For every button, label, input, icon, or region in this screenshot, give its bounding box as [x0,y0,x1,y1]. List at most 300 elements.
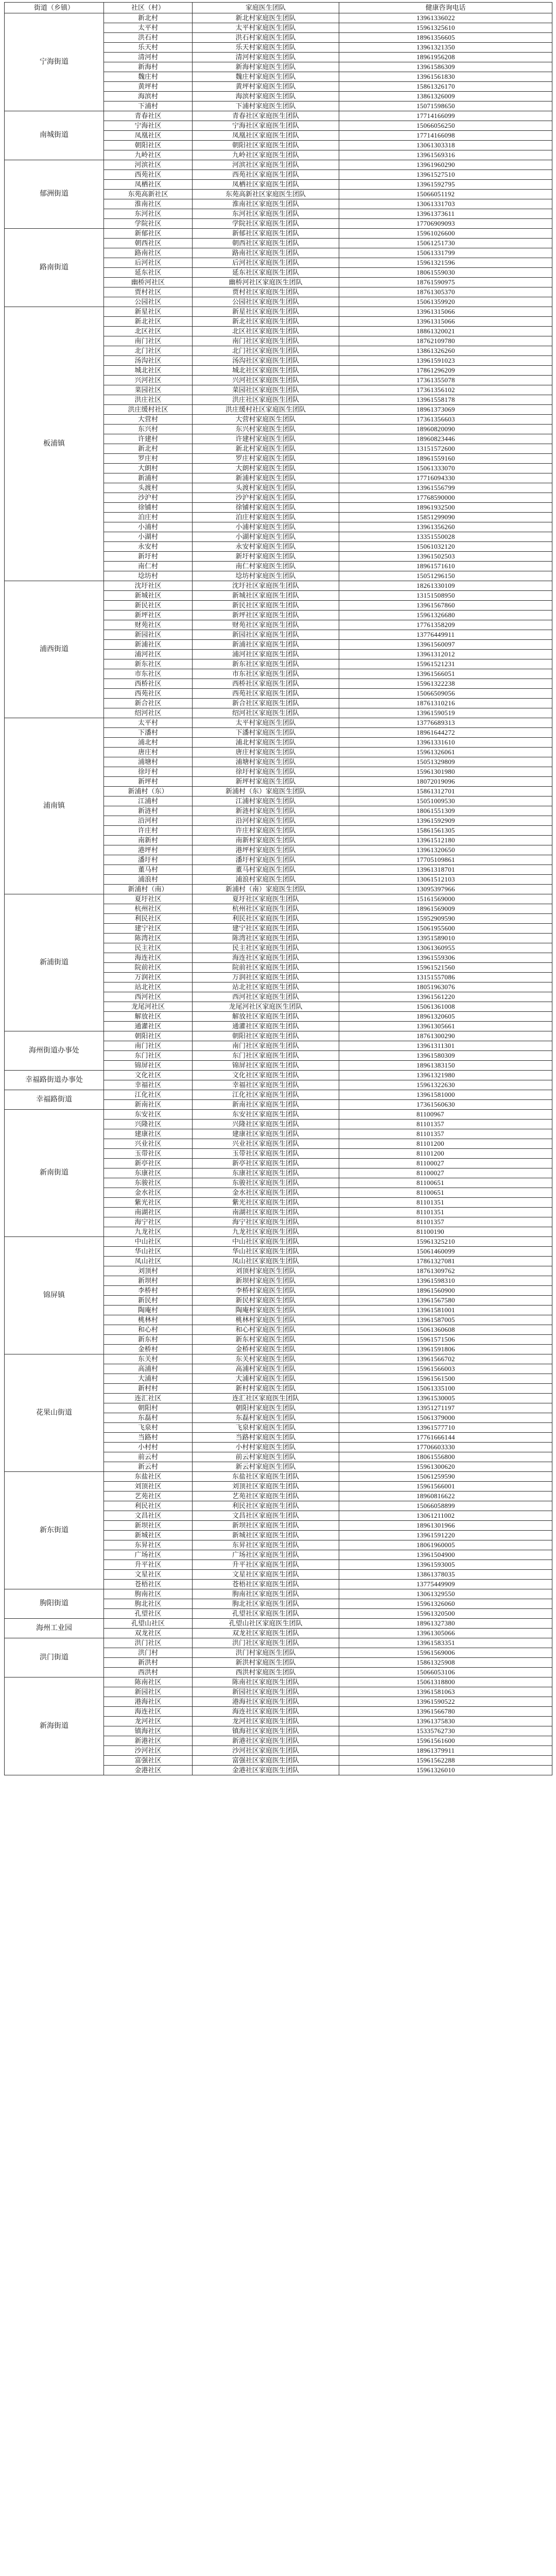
phone-cell: 13961567580 [339,1296,552,1306]
team-cell: 公园社区家庭医生团队 [193,297,339,307]
community-cell: 新民社区 [104,601,193,611]
phone-cell: 15861325908 [339,1658,552,1668]
team-cell: 东骏社区家庭医生团队 [193,1178,339,1188]
phone-cell: 13351550028 [339,532,552,542]
community-cell: 新坪村 [104,777,193,787]
phone-cell: 13961960290 [339,160,552,170]
team-cell: 广场社区家庭医生团队 [193,1550,339,1560]
community-cell: 新海村 [104,62,193,72]
phone-cell: 17714166098 [339,131,552,141]
table-row [5,307,552,317]
phone-cell: 81101357 [339,1217,552,1227]
town-cell: 新南街道 [5,1110,104,1237]
town-cell: 花果山街道 [5,1354,104,1472]
phone-cell: 13961504900 [339,1550,552,1560]
table-body [5,13,552,1775]
phone-cell: 15961521231 [339,659,552,669]
community-cell: 公园社区 [104,297,193,307]
team-cell: 洪庄缓村社区家庭医生团队 [193,405,339,415]
community-cell: 龙河社区 [104,1717,193,1726]
community-cell: 新坝村 [104,1276,193,1286]
phone-cell: 17361355078 [339,376,552,385]
community-cell: 太平村 [104,718,193,728]
phone-cell: 17714166099 [339,111,552,121]
community-cell: 西洪村 [104,1668,193,1677]
community-cell: 浦北村 [104,738,193,748]
phone-cell: 13961375830 [339,1717,552,1726]
phone-cell: 15961322630 [339,1080,552,1090]
community-cell: 新南社区 [104,1100,193,1110]
phone-cell: 18961383150 [339,1061,552,1071]
phone-cell: 13961318701 [339,865,552,875]
community-cell: 新园社区 [104,630,193,640]
team-cell: 洪石村家庭医生团队 [193,33,339,43]
community-cell: 学院社区 [104,219,193,229]
phone-cell: 13961561830 [339,72,552,82]
phone-cell: 13151557086 [339,973,552,982]
team-cell: 九岭社区家庭医生团队 [193,150,339,160]
community-cell: 新郁社区 [104,229,193,239]
team-cell: 小湖村家庭医生团队 [193,532,339,542]
team-cell: 通灌社区家庭医生团队 [193,1022,339,1031]
team-cell: 飞泉村家庭医生团队 [193,1423,339,1433]
phone-cell: 17716094330 [339,473,552,483]
community-cell: 海连社区 [104,953,193,963]
community-cell: 陈南社区 [104,1677,193,1687]
community-cell: 海宁社区 [104,1217,193,1227]
team-cell: 汤沟社区家庭医生团队 [193,356,339,366]
town-cell: 洪门街道 [5,1638,104,1677]
phone-cell: 81101200 [339,1139,552,1149]
header-phone: 健康咨询电话 [339,3,552,13]
community-cell: 兴隆社区 [104,1120,193,1129]
team-cell: 龙尾河社区家庭医生团队 [193,1002,339,1012]
community-cell: 董马村 [104,865,193,875]
phone-cell: 18061559030 [339,268,552,278]
phone-cell: 18961320605 [339,1012,552,1022]
phone-cell: 13961577710 [339,1423,552,1433]
community-cell: 新北社区 [104,317,193,327]
community-cell: 镇海社区 [104,1726,193,1736]
phone-cell: 18261330109 [339,581,552,591]
community-cell: 陈湾社区 [104,934,193,943]
phone-cell: 15861312701 [339,787,552,796]
phone-cell: 15861326170 [339,82,552,92]
team-cell: 艺苑社区家庭医生团队 [193,1492,339,1501]
phone-cell: 18960816622 [339,1492,552,1501]
team-cell: 沙沪村家庭医生团队 [193,493,339,503]
phone-cell: 17706909093 [339,219,552,229]
phone-cell: 13151572600 [339,444,552,454]
community-cell: 东兴村 [104,425,193,434]
phone-cell: 18961301966 [339,1521,552,1531]
community-cell: 新云村 [104,1462,193,1472]
team-cell: 永安村家庭医生团队 [193,542,339,552]
community-cell: 南湖社区 [104,1208,193,1217]
team-cell: 西河社区家庭医生团队 [193,992,339,1002]
team-cell: 新浦村（南）家庭医生团队 [193,885,339,894]
community-cell: 新城社区 [104,1531,193,1540]
team-cell: 罗庄村家庭医生团队 [193,454,339,464]
phone-cell: 15051009530 [339,796,552,806]
phone-cell: 13961561220 [339,992,552,1002]
phone-cell: 13961560097 [339,640,552,650]
team-cell: 九龙社区家庭医生团队 [193,1227,339,1237]
community-cell: 沿河村 [104,816,193,826]
phone-cell: 15961300620 [339,1462,552,1472]
community-cell: 利民社区 [104,914,193,924]
phone-cell: 13961567860 [339,601,552,611]
team-cell: 泊庄村家庭医生团队 [193,513,339,522]
community-cell: 新港社区 [104,1736,193,1746]
team-cell: 洪门社区家庭医生团队 [193,1638,339,1648]
community-cell: 浦河社区 [104,650,193,659]
phone-cell: 15961562288 [339,1756,552,1766]
community-cell: 新民村 [104,1296,193,1306]
team-cell: 朝西社区家庭医生团队 [193,239,339,248]
community-cell: 洪门社区 [104,1638,193,1648]
team-cell: 太平村家庭医生团队 [193,718,339,728]
team-cell: 洪门村家庭医生团队 [193,1648,339,1658]
community-cell: 东磊村 [104,1413,193,1423]
phone-cell: 18961356605 [339,33,552,43]
team-cell: 菜园社区家庭医生团队 [193,385,339,395]
phone-cell: 13951271197 [339,1403,552,1413]
team-cell: 新园社区家庭医生团队 [193,1687,339,1697]
team-cell: 朝阳村家庭医生团队 [193,1403,339,1413]
phone-cell: 13776449911 [339,630,552,640]
team-cell: 夏圩社区家庭医生团队 [193,894,339,904]
phone-cell: 13961311301 [339,1041,552,1051]
community-cell: 新浦村（南） [104,885,193,894]
community-cell: 洪庄缓村社区 [104,405,193,415]
team-cell: 升平社区家庭医生团队 [193,1560,339,1570]
team-cell: 朝阳社区家庭医生团队 [193,1031,339,1041]
community-cell: 后河社区 [104,258,193,268]
community-cell: 新合社区 [104,699,193,708]
phone-cell: 17761358209 [339,620,552,630]
team-cell: 大营村家庭医生团队 [193,415,339,425]
community-cell: 魏庄村 [104,72,193,82]
community-cell: 青春社区 [104,111,193,121]
team-cell: 建康社区家庭医生团队 [193,1129,339,1139]
community-cell: 许庄村 [104,826,193,836]
team-cell: 新北村家庭医生团队 [193,444,339,454]
community-cell: 陶庵村 [104,1306,193,1315]
team-cell: 海宁社区家庭医生团队 [193,1217,339,1227]
team-cell: 下浦村家庭医生团队 [193,101,339,111]
team-cell: 新郁社区家庭医生团队 [193,229,339,239]
phone-cell: 15961322238 [339,679,552,689]
community-cell: 沈圩社区 [104,581,193,591]
community-cell: 金水社区 [104,1188,193,1198]
community-cell: 新坪社区 [104,611,193,620]
team-cell: 当路村家庭医生团队 [193,1433,339,1443]
community-cell: 富强社区 [104,1756,193,1766]
team-cell: 解放社区家庭医生团队 [193,1012,339,1022]
team-cell: 新北社区家庭医生团队 [193,317,339,327]
community-cell: 飞泉村 [104,1423,193,1433]
team-cell: 学院社区家庭医生团队 [193,219,339,229]
team-cell: 幸福社区家庭医生团队 [193,1080,339,1090]
team-cell: 南新村家庭医生团队 [193,836,339,845]
team-cell: 港海社区家庭医生团队 [193,1697,339,1707]
community-cell: 兴业社区 [104,1139,193,1149]
community-cell: 九龙社区 [104,1227,193,1237]
team-cell: 沙河社区家庭医生团队 [193,1746,339,1756]
phone-cell: 15961521560 [339,963,552,973]
phone-cell: 18761309762 [339,1266,552,1276]
phone-cell: 13961593005 [339,1560,552,1570]
phone-cell: 18961559160 [339,454,552,464]
phone-cell: 15051296150 [339,571,552,581]
header-town: 街道（乡镇） [5,3,104,13]
phone-cell: 18961932500 [339,503,552,513]
phone-cell: 15952909590 [339,914,552,924]
team-cell: 富强社区家庭医生团队 [193,1756,339,1766]
team-cell: 浦浪村家庭医生团队 [193,875,339,885]
community-cell: 淮南社区 [104,199,193,209]
community-cell: 新城社区 [104,591,193,601]
team-cell: 江化社区家庭医生团队 [193,1090,339,1100]
phone-cell: 81101357 [339,1129,552,1139]
team-cell: 东盐社区家庭医生团队 [193,1472,339,1482]
community-cell: 中山社区 [104,1237,193,1247]
team-cell: 新坪社区家庭医生团队 [193,611,339,620]
team-cell: 浦河社区家庭医生团队 [193,650,339,659]
team-cell: 大浦村家庭医生团队 [193,1374,339,1384]
team-cell: 沈圩社区家庭医生团队 [193,581,339,591]
team-cell: 沿河村家庭医生团队 [193,816,339,826]
community-cell: 大朗村 [104,464,193,473]
team-cell: 陈南社区家庭医生团队 [193,1677,339,1687]
phone-cell: 18960823446 [339,434,552,444]
community-cell: 新园社区 [104,1687,193,1697]
phone-cell: 18961373069 [339,405,552,415]
phone-cell: 15071598650 [339,101,552,111]
town-cell: 郁洲街道 [5,160,104,229]
community-cell: 头渡村 [104,483,193,493]
community-cell: 李桥村 [104,1286,193,1296]
team-cell: 陈湾社区家庭医生团队 [193,934,339,943]
phone-cell: 13961566051 [339,669,552,679]
team-cell: 新园社区家庭医生团队 [193,630,339,640]
team-cell: 新合社区家庭医生团队 [193,699,339,708]
phone-cell: 18761310216 [339,699,552,708]
team-cell: 新民社区家庭医生团队 [193,601,339,611]
community-cell: 幸福社区 [104,1080,193,1090]
community-cell: 朝阳村 [104,1403,193,1413]
community-cell: 朐南社区 [104,1589,193,1599]
community-cell: 民主社区 [104,943,193,953]
team-cell: 东河社区家庭医生团队 [193,209,339,219]
team-cell: 新城社区家庭医生团队 [193,1531,339,1540]
phone-cell: 13951589010 [339,934,552,943]
phone-cell: 18961379911 [339,1746,552,1756]
community-cell: 太平村 [104,23,193,33]
table-row [5,1619,552,1629]
community-cell: 朐北社区 [104,1599,193,1609]
phone-cell: 17761666144 [339,1433,552,1443]
team-cell: 许庄村家庭医生团队 [193,826,339,836]
team-cell: 金港社区家庭医生团队 [193,1766,339,1775]
phone-cell: 13061331703 [339,199,552,209]
community-cell: 金桥村 [104,1345,193,1354]
community-cell: 宁海社区 [104,121,193,131]
phone-cell: 13061360955 [339,943,552,953]
community-cell: 北门社区 [104,346,193,356]
phone-cell: 13061329550 [339,1589,552,1599]
community-cell: 小村村 [104,1443,193,1452]
phone-cell: 15061251730 [339,239,552,248]
phone-cell: 15061259590 [339,1472,552,1482]
team-cell: 兴隆社区家庭医生团队 [193,1120,339,1129]
phone-cell: 15051329809 [339,757,552,767]
team-cell: 浦北村家庭医生团队 [193,738,339,748]
phone-cell: 15066051192 [339,190,552,199]
phone-cell: 15061032120 [339,542,552,552]
community-cell: 当路村 [104,1433,193,1443]
town-cell: 浦西街道 [5,581,104,718]
community-cell: 南门社区 [104,1041,193,1051]
team-cell: 徐铺村家庭医生团队 [193,503,339,513]
community-cell: 文化社区 [104,1071,193,1080]
community-cell: 孔望社区 [104,1609,193,1619]
team-cell: 孔望山社区家庭医生团队 [193,1619,339,1629]
phone-cell: 15961326010 [339,1766,552,1775]
team-cell: 新村村家庭医生团队 [193,1384,339,1394]
community-cell: 夏圩社区 [104,894,193,904]
team-cell: 孔望社区家庭医生团队 [193,1609,339,1619]
community-cell: 潘圩村 [104,855,193,865]
team-cell: 乐天村家庭医生团队 [193,43,339,53]
team-cell: 兴业社区家庭医生团队 [193,1139,339,1149]
phone-cell: 13961587005 [339,1315,552,1325]
team-cell: 文星社区家庭医生团队 [193,1570,339,1580]
community-cell: 乐天村 [104,43,193,53]
phone-cell: 18961571610 [339,562,552,571]
phone-cell: 13961305661 [339,1022,552,1031]
team-cell: 西桥社区家庭医生团队 [193,679,339,689]
phone-cell: 18061556800 [339,1452,552,1462]
community-cell: 新浦社区 [104,640,193,650]
phone-cell: 15061333070 [339,464,552,473]
community-cell: 西河社区 [104,992,193,1002]
phone-cell: 18960820090 [339,425,552,434]
phone-cell: 13961502503 [339,552,552,562]
community-cell: 紫光社区 [104,1198,193,1208]
contact-table [4,2,552,1775]
phone-cell: 13961530005 [339,1394,552,1403]
phone-cell: 18072019096 [339,777,552,787]
phone-cell: 13961336022 [339,13,552,23]
team-cell: 连汇社区家庭医生团队 [193,1394,339,1403]
community-cell: 锦屏社区 [104,1061,193,1071]
team-cell: 南门社区家庭医生团队 [193,1041,339,1051]
community-cell: 海连社区 [104,1707,193,1717]
phone-cell: 13961591023 [339,356,552,366]
team-cell: 东磊村家庭医生团队 [193,1413,339,1423]
community-cell: 江浦村 [104,796,193,806]
team-cell: 浦塘村家庭医生团队 [193,757,339,767]
community-cell: 万润社区 [104,973,193,982]
community-cell: 北区社区 [104,327,193,336]
team-cell: 镇海社区家庭医生团队 [193,1726,339,1736]
community-cell: 文星社区 [104,1570,193,1580]
community-cell: 泊庄村 [104,513,193,522]
community-cell: 徐铺村 [104,503,193,513]
phone-cell: 13095397966 [339,885,552,894]
community-cell: 东门社区 [104,1051,193,1061]
team-cell: 新坪村家庭医生团队 [193,777,339,787]
table-row [5,581,552,591]
team-cell: 朝阳社区家庭医生团队 [193,141,339,150]
phone-cell: 18961644272 [339,728,552,738]
community-cell: 刘顶村 [104,1266,193,1276]
phone-cell: 13961312012 [339,650,552,659]
table-header-row [5,3,552,13]
team-cell: 李桥村家庭医生团队 [193,1286,339,1296]
community-cell: 绍河社区 [104,708,193,718]
community-cell: 东河社区 [104,209,193,219]
phone-cell: 13961590519 [339,708,552,718]
phone-cell: 15066058899 [339,1501,552,1511]
community-cell: 文昌社区 [104,1511,193,1521]
team-cell: 北区社区家庭医生团队 [193,327,339,336]
town-cell: 新浦街道 [5,894,104,1031]
phone-cell: 13961598310 [339,1276,552,1286]
phone-cell: 15961566003 [339,1364,552,1374]
phone-cell: 13961591220 [339,1531,552,1540]
phone-cell: 18061960005 [339,1540,552,1550]
phone-cell: 15061360608 [339,1325,552,1335]
phone-cell: 13961315066 [339,317,552,327]
phone-cell: 15961569006 [339,1648,552,1658]
community-cell: 下潘村 [104,728,193,738]
community-cell: 永安村 [104,542,193,552]
community-cell: 海滨村 [104,92,193,101]
community-cell: 大浦村 [104,1374,193,1384]
team-cell: 南湖社区家庭医生团队 [193,1208,339,1217]
team-cell: 高浦村家庭医生团队 [193,1364,339,1374]
community-cell: 徐圩村 [104,767,193,777]
team-cell: 路南社区家庭医生团队 [193,248,339,258]
phone-cell: 15061318800 [339,1677,552,1687]
town-cell: 幸福路街道办事处 [5,1071,104,1090]
phone-cell: 13961566702 [339,1354,552,1364]
community-cell: 江化社区 [104,1090,193,1100]
team-cell: 东康社区家庭医生团队 [193,1168,339,1178]
team-cell: 黄坪村家庭医生团队 [193,82,339,92]
community-cell: 洪门村 [104,1648,193,1658]
table-row [5,894,552,904]
team-cell: 文化社区家庭医生团队 [193,1071,339,1080]
phone-cell: 13961559306 [339,953,552,963]
team-cell: 新亭社区家庭医生团队 [193,1159,339,1168]
phone-cell: 13961305066 [339,1629,552,1638]
community-cell: 小湖村 [104,532,193,542]
community-cell: 新东社区 [104,659,193,669]
phone-cell: 15066053106 [339,1668,552,1677]
community-cell: 菜园社区 [104,385,193,395]
phone-cell: 13961581063 [339,1687,552,1697]
phone-cell: 15061379000 [339,1413,552,1423]
town-cell: 朐阳街道 [5,1589,104,1619]
phone-cell: 15961561500 [339,1374,552,1384]
town-cell: 新海街道 [5,1677,104,1775]
community-cell: 凤山社区 [104,1257,193,1266]
community-cell: 清河村 [104,53,193,62]
